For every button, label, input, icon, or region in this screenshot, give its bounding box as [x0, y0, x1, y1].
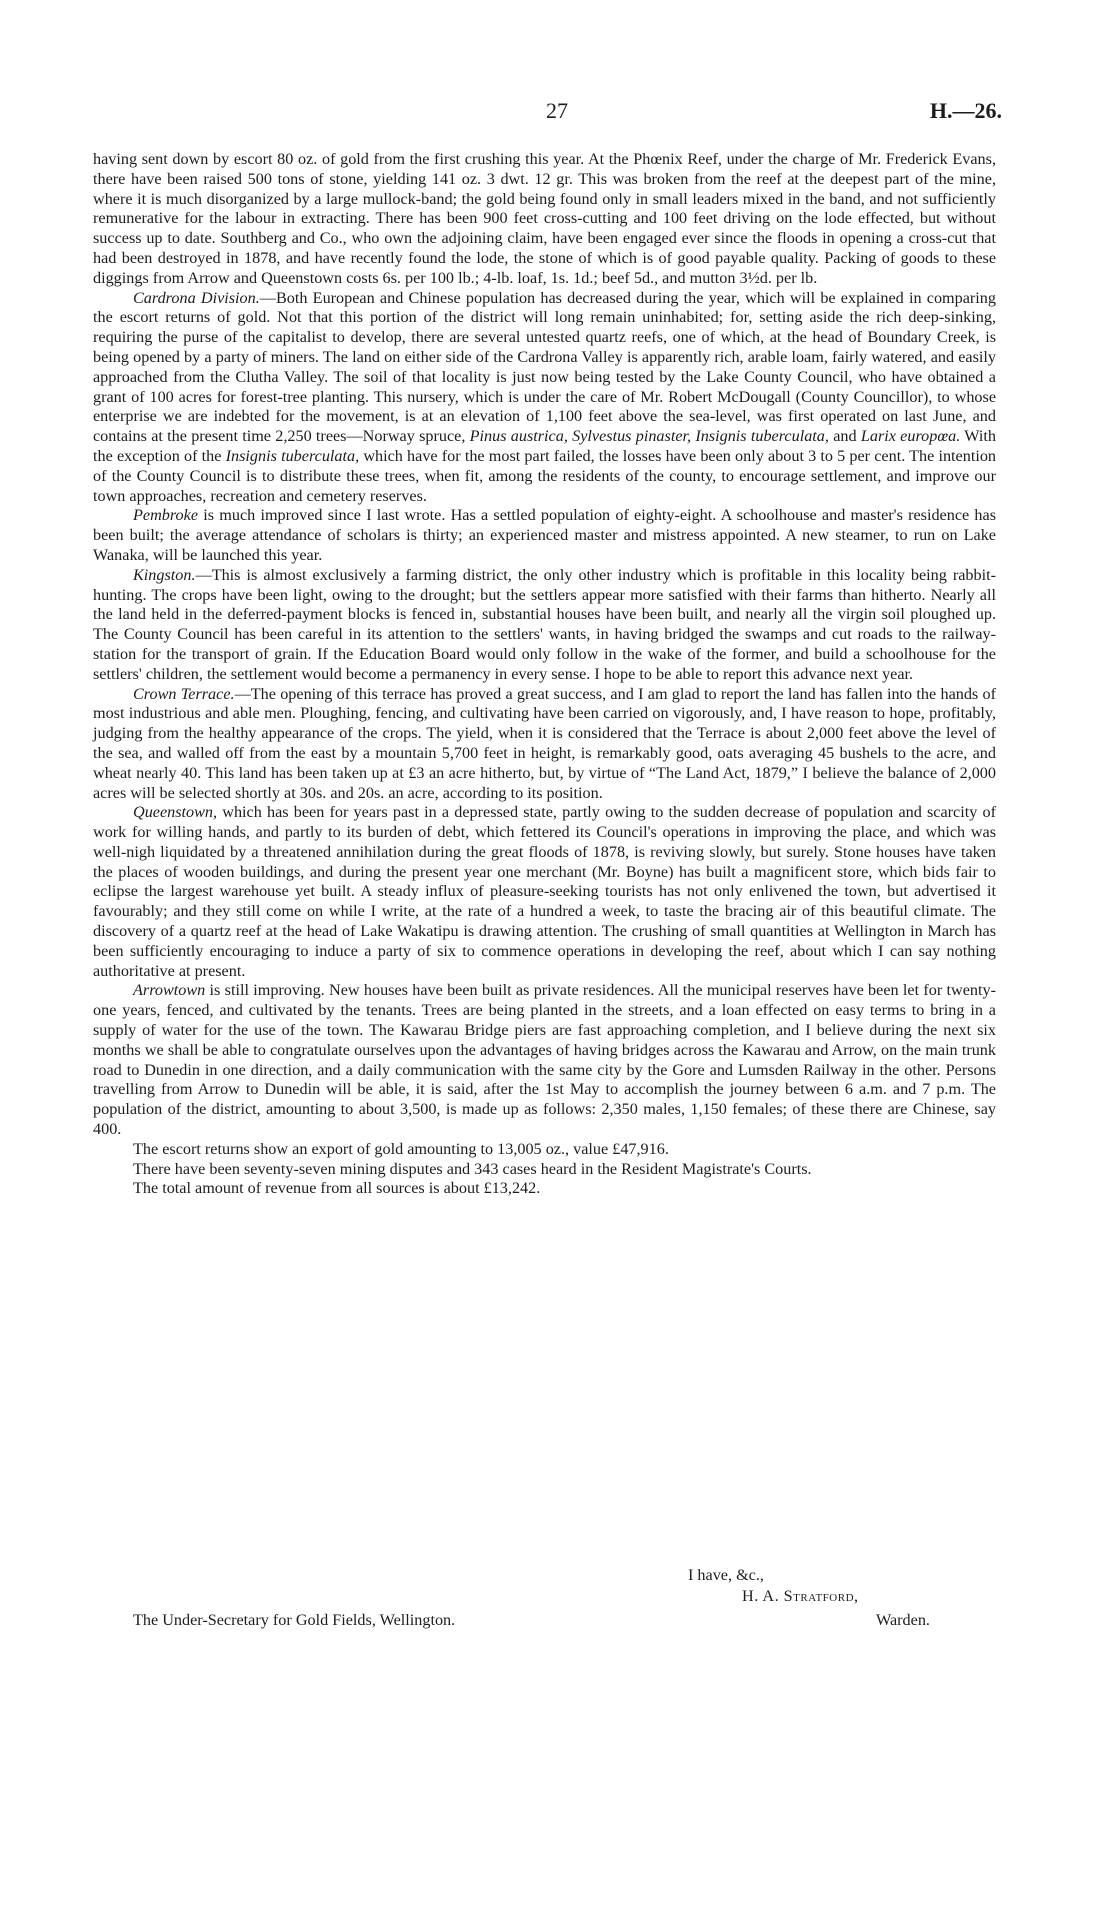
- page-number: 27: [546, 98, 568, 123]
- paragraph-queenstown: Queenstown, which has been for years past in a depressed state, partly owing to the sudden decrease of population and scarcity of work for willing hands, and partly to its burden of debt, which fettered its Council's operations in improving the place, and which was well-nigh liquidated by a threatened annihilation during the great floods of 1878, is reviving slowly, but surely. Stone houses have taken the places of wooden buildings, and during the present year one merchant (Mr. Boyne) has built a magnificent store, which bids fair to eclipse the largest warehouse yet built. A steady influx of pleasure-seeking tourists has not only enlivened the town, but advertised it favourably; and they still come on while I write, at the rate of a hundred a week, to taste the bracing air of this beautiful climate. The discovery of a quartz reef at the head of Lake Wakatipu is drawing attention. The crushing of small quantities at Wellington in March has been sufficiently encouraging to induce a party of six to commence operations in developing the reef, about which I can say nothing authoritative at present.: [93, 803, 996, 980]
- paragraph-arrowtown: Arrowtown is still improving. New houses have been built as private residences. All the municipal reserves have been let for twenty-one years, fenced, and cultivated by the tenants. Trees are being planted in the streets, and a loan effected on easy terms to bring in a supply of water for the use of the town. The Kawarau Bridge piers are fast approaching completion, and I believe during the next six months we shall be able to congratulate ourselves upon the advantages of having bridges across the Kawarau and Arrow, on the main trunk road to Dunedin in one direction, and a daily communication with the same city by the Gore and Lumsden Railway in the other. Persons travelling from Arrow to Dunedin will be able, it is said, after the 1st May to accomplish the journey between 6 a.m. and 7 p.m. The population of the district, amounting to about 3,500, is made up as follows: 2,350 males, 1,150 females; of these there are Chinese, say 400.: [93, 981, 996, 1139]
- paragraph-escort-returns: The escort returns show an export of gold amounting to 13,005 oz., value £47,916.: [133, 1139, 669, 1158]
- signoff-name: H. A. Stratford,: [742, 1587, 859, 1605]
- signoff-title: Warden.: [876, 1611, 930, 1629]
- report-body: [93, 150, 996, 1199]
- paragraph-pembroke: Pembroke is much improved since I last wrote. Has a settled population of eighty-eight. A schoolhouse and master's residence has been built; the average attendance of scholars is thirty; an experienced master and mistress appointed. A new steamer, to run on Lake Wanaka, will be launched this year.: [93, 506, 996, 564]
- paragraph-lead: Queenstown,: [133, 803, 218, 822]
- paragraph-cardrona: Cardrona Division.—Both European and Chinese population has decreased during the year, which will be explained in comparing the escort returns of gold. Not that this portion of the district will long remain uninhabited; for, setting aside the rich deep-sinking, requiring the purse of the capitalist to develop, there are several untested quartz reefs, one of which, at the head of Boundary Creek, is being opened by a party of miners. The land on either side of the Cardrona Valley is apparently rich, arable loam, fairly watered, and easily approached from the Clutha Valley. The soil of that locality is just now being tested by the Lake County Council, who have obtained a grant of 100 acres for forest-tree planting. This nursery, which is under the care of Mr. Robert McDougall (County Councillor), to whose enterprise we are indebted for the movement, is at an elevation of 1,100 feet above the sea-level, was first operated on last June, and contains at the present time 2,250 trees—Norway spruce, Pinus austrica, Sylvestus pinaster, Insignis tuberculata, and Larix europœa. With the exception of the Insignis tuberculata, which have for the most part failed, the losses have been only about 3 to 5 per cent. The intention of the County Council is to distribute these trees, when fit, among the residents of the county, to encourage settlement, and improve our town approaches, recreation and cemetery reserves.: [93, 288, 997, 505]
- paragraph-lead: Kingston.: [133, 565, 196, 584]
- paragraph-kingston: Kingston.—This is almost exclusively a farming district, the only other industry which is profitable in this locality being rabbit-hunting. The crops have been light, owing to the drought; but the settlers appear more satisfied with their farms than hitherto. Nearly all the land held in the deferred-payment blocks is fenced in, substantial houses have been built, and nearly all the virgin soil ploughed up. The County Council has been careful in its attention to the settlers' wants, in having bridged the swamps and cut roads to the railway-station for the transport of grain. If the Education Board would only follow in the wake of the former, and build a schoolhouse for the settlers' children, the settlement would become a permanency in every sense. I hope to be able to report this advance next year.: [93, 565, 996, 683]
- paragraph-continuation: having sent down by escort 80 oz. of gold from the first crushing this year. At the Phœnix Reef, under the charge of Mr. Frederick Evans, there have been raised 500 tons of stone, yielding 141 oz. 3 dwt. 12 gr. This was broken from the reef at the deepest part of the mine, where it is much disorganized by a large mullock-band; the gold being found only in small leaders mixed in the band, and not sufficiently remunerative for the labour in extracting. There has been 900 feet cross-cutting and 100 feet driving on the lode effected, but without success up to date. Southberg and Co., who own the adjoining claim, have been engaged ever since the floods in opening a cross-cut that had been destroyed in 1878, and have recently found the lode, the stone of which is of good payable quality. Packing of goods to these diggings from Arrow and Queenstown costs 6s. per 100 lb.; 4-lb. loaf, 1s. 1d.; beef 5d., and mutton 3½d. per lb.: [93, 150, 996, 287]
- paragraph-lead: Crown Terrace.: [133, 684, 235, 703]
- document-reference: H.—26.: [929, 98, 1002, 123]
- paragraph-lead: Arrowtown: [133, 981, 206, 1000]
- paragraph-mining-disputes: There have been seventy-seven mining disputes and 343 cases heard in the Resident Magistrate's Courts.: [133, 1159, 812, 1178]
- paragraph-lead: Pembroke: [133, 506, 199, 525]
- paragraph-lead: Cardrona Division.: [133, 288, 260, 307]
- paragraph-crown-terrace: Crown Terrace.—The opening of this terrace has proved a great success, and I am glad to report the land has fallen into the hands of most industrious and able men. Ploughing, fencing, and cultivating have been carried on vigorously, and, I have reason to hope, profitably, judging from the healthy appearance of the crops. The yield, when it is considered that the Terrace is about 2,000 feet above the level of the sea, and walled off from the east by a mountain 5,700 feet in height, is remarkably good, oats averaging 45 bushels to the acre, and wheat nearly 40. This land has been taken up at £3 an acre hitherto, but, by virtue of “The Land Act, 1879,” I believe the balance of 2,000 acres will be selected shortly at 30s. and 20s. an acre, according to its position.: [93, 684, 997, 802]
- signoff-addressee: The Under-Secretary for Gold Fields, Wellington.: [133, 1611, 456, 1629]
- signoff-greeting: I have, &c.,: [688, 1566, 764, 1584]
- paragraph-revenue: The total amount of revenue from all sources is about £13,242.: [133, 1179, 541, 1198]
